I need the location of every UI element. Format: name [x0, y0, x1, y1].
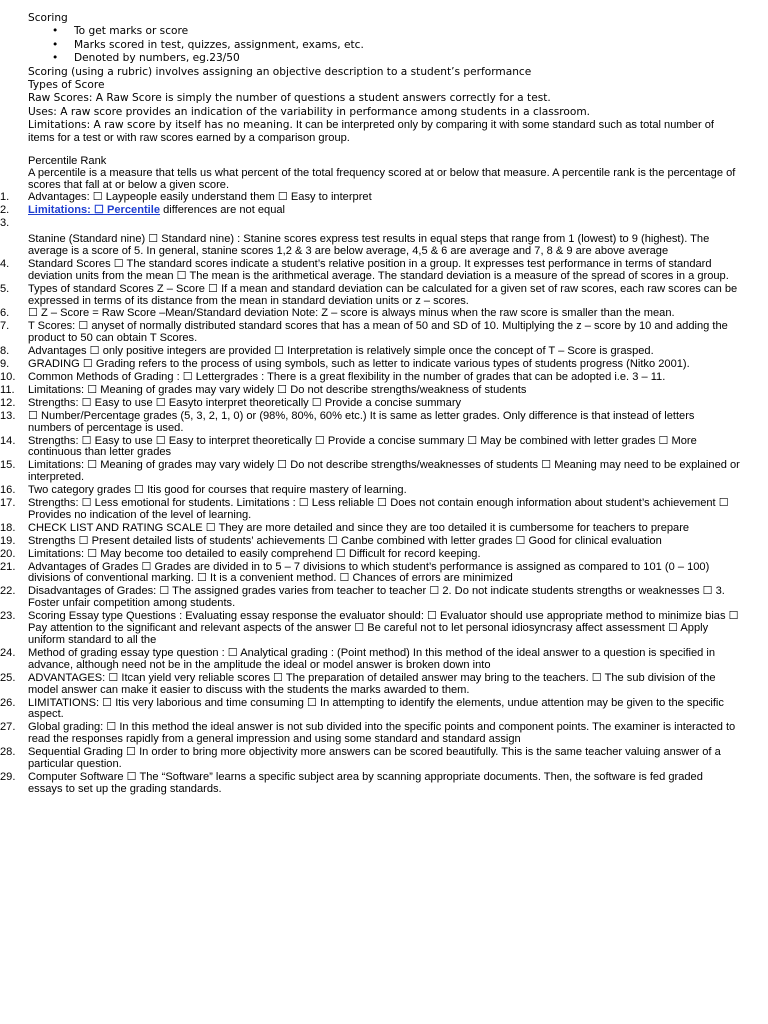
item-text: ADVANTAGES: ☐ Itcan yield very reliable scores ☐ The preparation of detailed answer may bring to the teachers. ☐ The sub division of the model answer can make it easier to discuss with the students the marks awarded to them.: [28, 671, 716, 696]
stanine-paragraph: Stanine (Standard nine) ☐ Standard nine) : Stanine scores express test results in equal steps that range from 1 (lowest) to 9 (highest). The average is a score of 5. In general, stanine scores 1,2 & 3 are below average, 4,5 & 6 are average and 7, 8 & 9 are above average: [28, 233, 710, 257]
list-item: [0, 547, 740, 561]
item-number: 16.: [0, 484, 16, 497]
scoring-bullets: [28, 25, 740, 65]
item-number: 2.: [0, 204, 10, 217]
item-number: 12.: [0, 396, 16, 409]
list-item: [0, 217, 740, 230]
list-item: [0, 459, 740, 484]
item-text: Method of grading essay type question : ☐ Analytical grading : (Point method) In this method of the ideal answer to a question is specified in advance, although need not be in the amplitude the ideal or model answer is broken down into: [28, 646, 716, 671]
list-item: [0, 746, 740, 771]
item-text: Advantages of Grades ☐ Grades are divided in to 5 – 7 divisions to which student’s performance is assigned as compared to 101 (0 – 100) divisions of conventional marking. ☐ It is a convenient method. ☐ Chances of errors are minimized: [28, 560, 710, 585]
item-text: Strengths: ☐ Easy to use ☐ Easyto interpret theoretically ☐ Provide a concise summary: [28, 396, 462, 409]
list-item: [0, 396, 740, 410]
list-item: [0, 204, 740, 217]
raw-scores-line: Raw Scores: A Raw Score is simply the number of questions a student answers correctly for a test.: [28, 92, 551, 105]
item-text: differences are not equal: [160, 204, 286, 217]
item-number: 13.: [0, 409, 16, 422]
item-text: Common Methods of Grading : ☐ Lettergrades : There is a great flexibility in the number of grades that can be adopted i.e. 3 – 11.: [28, 370, 666, 383]
item-text: GRADING ☐ Grading refers to the process of using symbols, such as letter to indicate various types of students progress (Nitko 2001).: [28, 358, 690, 371]
percentile-section: [0, 154, 740, 796]
item-text: CHECK LIST AND RATING SCALE ☐ They are more detailed and since they are too detailed it is cumbersome for teachers to prepare: [28, 521, 690, 534]
item-number: 7.: [0, 320, 10, 333]
limitations-label: Limitations: A raw score by itself has no meaning.: [28, 119, 293, 132]
item-number: 8.: [0, 345, 10, 358]
scoring-heading: Scoring: [28, 12, 68, 24]
bullet-item: • Denoted by numbers, eg.23/50: [74, 52, 740, 65]
item-number: 14.: [0, 434, 16, 447]
list-item: [0, 409, 740, 435]
item-number: 11.: [0, 383, 15, 396]
list-item: [0, 521, 740, 535]
item-text: Strengths: ☐ Easy to use ☐ Easy to interpret theoretically ☐ Provide a concise summary ☐ May be combined with letter grades ☐ More continuous than letter grades: [28, 434, 697, 459]
item-number: 28.: [0, 746, 16, 759]
item-number: 25.: [0, 671, 16, 684]
item-number: 6.: [0, 307, 10, 320]
list-item: [0, 610, 740, 647]
numbered-list-a: [0, 191, 740, 230]
item-text: LIMITATIONS: ☐ Itis very laborious and time consuming ☐ In attempting to identify the elements, undue attention may be given to the specific aspect.: [28, 696, 724, 721]
list-item: [0, 383, 740, 397]
percentile-title: Percentile Rank: [28, 154, 107, 167]
item-number: 26.: [0, 696, 16, 709]
uses-line: Uses: A raw score provides an indication of the variability in performance among students in a classroom.: [28, 105, 591, 118]
limitations-text: It can be interpreted only by comparing it with some standard such as total number of items for a test or with raw scores earned by a comparison group.: [28, 119, 714, 144]
numbered-list-b: [0, 257, 740, 796]
rubric-line: Scoring (using a rubric) involves assigning an objective description to a student’s performance: [28, 65, 532, 78]
list-item: [0, 560, 740, 586]
item-number: 17.: [0, 497, 16, 510]
item-number: 1.: [0, 191, 10, 204]
item-number: 15.: [0, 459, 16, 472]
list-item: [0, 307, 740, 320]
item-text: Limitations: ☐ Meaning of grades may vary widely ☐ Do not describe strengths/weaknesses of students ☐ Meaning may need to be explained or interpreted.: [28, 459, 740, 484]
types-of-score: Types of Score: [28, 79, 105, 92]
item-number: 9.: [0, 358, 10, 371]
item-number: 27.: [0, 721, 16, 734]
list-item: [0, 282, 740, 308]
list-item: [0, 770, 740, 796]
list-item: [0, 721, 740, 746]
item-text: Sequential Grading ☐ In order to bring more objectivity more answers can be scored beautifully. This is the same teacher valuing answer of a particular question.: [28, 746, 721, 771]
item-text: Strengths: ☐ Less emotional for students. Limitations : ☐ Less reliable ☐ Does not contain enough information about student’s achievement ☐ Provides no indication of the level of learning.: [28, 497, 729, 521]
item-text: Limitations: ☐ May become too detailed to easily comprehend ☐ Difficult for record keeping.: [28, 547, 481, 560]
item-number: 4.: [0, 257, 10, 270]
bullet-item: • To get marks or score: [74, 25, 740, 38]
list-item: [0, 434, 740, 460]
bullet-item: • Marks scored in test, quizzes, assignment, exams, etc.: [74, 39, 740, 52]
scoring-intro: [28, 12, 740, 119]
item-number: 18.: [0, 521, 16, 534]
list-item: [0, 370, 740, 384]
list-item: [0, 191, 740, 204]
item-number: 10.: [0, 370, 16, 383]
list-item: [0, 671, 740, 697]
item-number: 5.: [0, 282, 10, 295]
item-text: T Scores: ☐ anyset of normally distributed standard scores that has a mean of 50 and SD of 10. Multiplying the z – score by 10 and adding the product to 50 can obtain T Scores.: [28, 320, 728, 345]
item-text: ☐ Z – Score = Raw Score –Mean/Standard deviation Note: Z – score is always minus when the raw score is smaller than the mean.: [28, 307, 675, 320]
item-text: Scoring Essay type Questions : Evaluating essay response the evaluator should: ☐ Evaluator should use appropriate method to minimize bias ☐ Pay attention to the significant and relevant aspects of the answer ☐ Be careful not to let personal idiosyncrasy affect assessment ☐ Apply uniform standard to all the: [28, 610, 739, 646]
item-text: Limitations: ☐ Meaning of grades may vary widely ☐ Do not describe strengths/weakness of students: [28, 383, 527, 396]
list-item: [0, 585, 740, 610]
item-number: 21.: [0, 560, 16, 573]
list-item: [0, 534, 740, 548]
item-text: ☐ Number/Percentage grades (5, 3, 2, 1, 0) or (98%, 80%, 60% etc.) It is same as letter grades. Only difference is that instead of letters numbers of percentage is used.: [28, 409, 695, 434]
list-item: [0, 696, 740, 722]
item-text: Global grading: ☐ In this method the ideal answer is not sub divided into the specific points and component points. The examiner is interacted to read the responses rapidly from a general impression and using some standard and standard assign: [28, 721, 736, 746]
item-text: Advantages ☐ only positive integers are provided ☐ Interpretation is relatively simple once the concept of T – Score is grasped.: [28, 345, 654, 358]
item-number: 3.: [0, 217, 10, 230]
limitations-percentile-link[interactable]: Limitations: ☐ Percentile: [28, 204, 161, 217]
limitations-paragraph: [28, 119, 740, 144]
list-item: [0, 484, 740, 497]
list-item: [0, 497, 740, 522]
item-number: 23.: [0, 610, 16, 623]
list-item: [0, 320, 740, 345]
item-text: Standard Scores ☐ The standard scores indicate a student’s relative position in a group. It expresses test performance in terms of standard deviation units from the mean ☐ The mean is the arithmetical average. The standard deviation is a measure of the spread of scores in a group.: [28, 257, 729, 282]
item-number: 29.: [0, 770, 16, 783]
item-number: 22.: [0, 585, 16, 598]
item-number: 20.: [0, 547, 16, 560]
item-text: Computer Software ☐ The “Software” learns a specific subject area by scanning appropriate documents. Then, the software is fed graded essays to set up the grading standards.: [28, 770, 703, 795]
list-item: [0, 257, 740, 283]
item-text: Strengths ☐ Present detailed lists of students’ achievements ☐ Canbe combined with letter grades ☐ Good for clinical evaluation: [28, 534, 662, 547]
item-text: Disadvantages of Grades: ☐ The assigned grades varies from teacher to teacher ☐ 2. Do not indicate students strengths or weaknesses ☐ 3. Foster unfair competition among students.: [28, 585, 725, 610]
list-item: [0, 358, 740, 371]
item-text: Advantages: ☐ Laypeople easily understand them ☐ Easy to interpret: [28, 191, 372, 204]
list-item: [0, 345, 740, 358]
item-text: [28, 217, 31, 229]
item-text: Two category grades ☐ Itis good for courses that require mastery of learning.: [28, 484, 407, 497]
item-text: Types of standard Scores Z – Score ☐ If a mean and standard deviation can be calculated for a given set of raw scores, each raw scores can be expressed in terms of its distance from the mean in standard deviation units or z – scores.: [28, 282, 738, 307]
percentile-description: A percentile is a measure that tells us what percent of the total frequency scored at or below that measure. A percentile rank is the percentage of scores that fall at or below a given score.: [28, 167, 736, 192]
list-item: [0, 646, 740, 672]
item-number: 19.: [0, 534, 16, 547]
item-number: 24.: [0, 646, 16, 659]
